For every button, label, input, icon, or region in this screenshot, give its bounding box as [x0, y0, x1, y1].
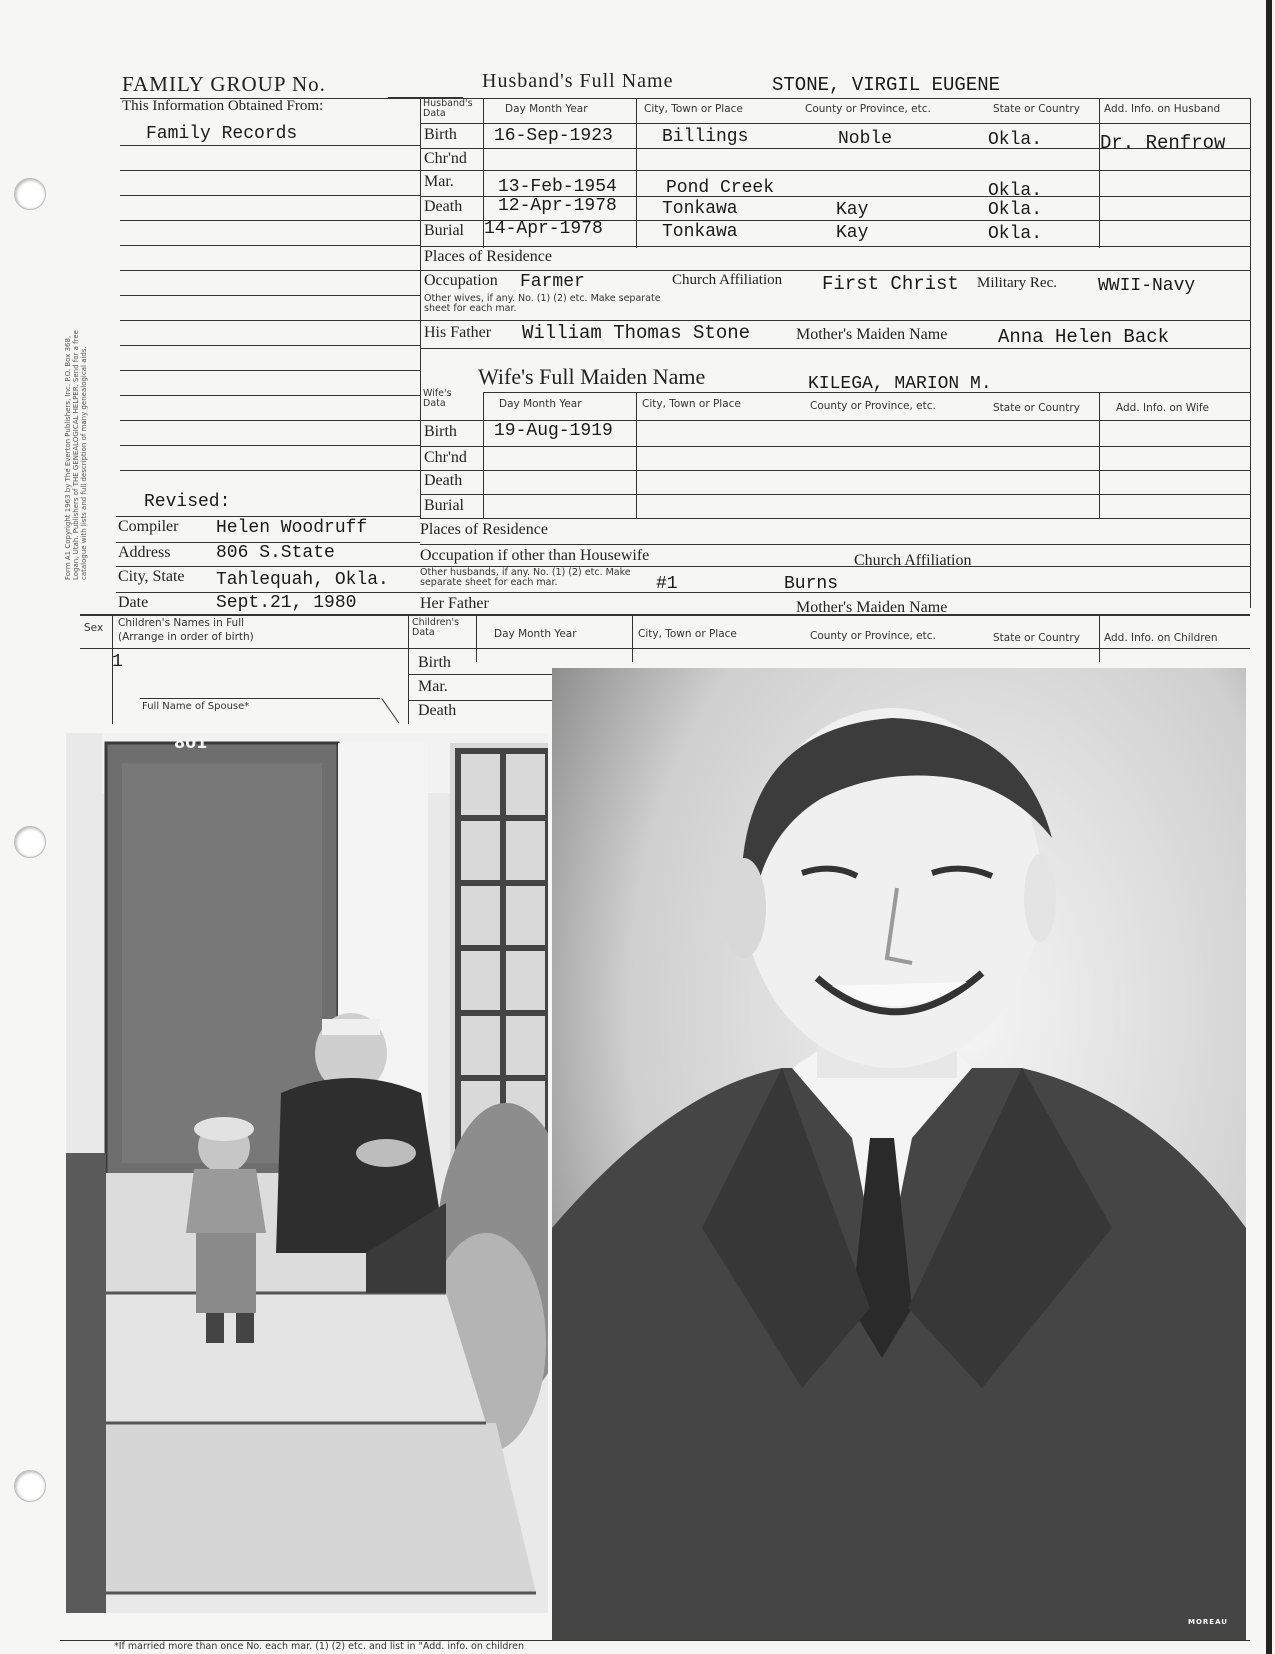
punch-hole-top: [14, 178, 46, 210]
form-title: FAMILY GROUP No.: [122, 72, 326, 96]
husband-occupation-value: Farmer: [520, 272, 585, 292]
husband-col-city: City, Town or Place: [644, 103, 743, 115]
children-col-city: City, Town or Place: [638, 628, 737, 640]
wife-other-husbands-note: Other husbands, if any. No. (1) (2) etc. Make separate sheet for each mar.: [420, 567, 631, 588]
photo-sailor-with-child: [66, 733, 548, 1613]
wife-col-county: County or Province, etc.: [810, 400, 936, 412]
spouse-diagonal: [381, 698, 399, 723]
wife-father-label: Her Father: [420, 595, 489, 612]
husband-father-value: William Thomas Stone: [522, 322, 751, 344]
husband-mother-label: Mother's Maiden Name: [796, 326, 948, 343]
punch-hole-middle: [14, 826, 46, 858]
children-names-sub: (Arrange in order of birth): [118, 631, 254, 643]
wife-col-state: State or Country: [993, 402, 1080, 414]
wife-name-value: KILEGA, MARION M.: [808, 374, 992, 394]
compiler-value: Helen Woodruff: [216, 518, 368, 538]
obtained-from-label: This Information Obtained From:: [122, 98, 324, 114]
revised-label: Revised:: [144, 492, 231, 512]
copyright-note: Form A1 Copyright 1963 by The Everton Publishers, Inc. P.O. Box 368, Logan, Utah. Publishers of THE GENEALOGICAL HELPER. Send for a free catalogue with lists and full description of many genealogical aids.: [64, 330, 88, 580]
husband-name-label: Husband's Full Name: [482, 70, 674, 92]
husband-mother-value: Anna Helen Back: [998, 326, 1170, 348]
children-names-label: Children's Names in Full: [118, 617, 245, 629]
city-state-value: Tahlequah, Okla.: [216, 570, 389, 590]
wife-church-label: Church Affiliation: [854, 552, 972, 569]
husband-residence-label: Places of Residence: [424, 248, 552, 265]
photo-portrait: [552, 668, 1246, 1640]
obtained-from-value: Family Records: [146, 124, 298, 144]
husband-col-state: State or Country: [993, 103, 1080, 115]
wife-data-label: Wife's Data: [423, 388, 452, 409]
date-value: Sept.21, 1980: [216, 593, 357, 613]
children-data-label: Children's Data: [412, 617, 460, 638]
wife-col-city: City, Town or Place: [642, 398, 741, 410]
children-col-info: Add. Info. on Children: [1104, 632, 1218, 644]
wife-other-husbands-value: #1: [656, 574, 678, 594]
husband-military-label: Military Rec.: [977, 275, 1057, 291]
wife-other-husbands-name: Burns: [784, 574, 839, 594]
wife-occupation-label: Occupation if other than Housewife: [420, 547, 650, 564]
wife-name-label: Wife's Full Maiden Name: [478, 364, 706, 389]
wife-mother-label: Mother's Maiden Name: [796, 599, 948, 616]
city-state-label: City, State: [118, 568, 185, 585]
wife-col-info: Add. Info. on Wife: [1116, 402, 1210, 414]
husband-church-value: First Christ: [822, 273, 959, 295]
husband-father-label: His Father: [424, 324, 492, 341]
photographer-stamp: MOREAU: [1188, 1618, 1228, 1626]
children-col-state: State or Country: [993, 632, 1080, 644]
husband-col-info: Add. Info. on Husband: [1104, 103, 1221, 115]
date-label: Date: [118, 594, 149, 611]
husband-col-county: County or Province, etc.: [805, 103, 931, 115]
photo-sailor-with-child-image: [66, 733, 548, 1613]
compiler-label: Compiler: [118, 518, 179, 535]
husband-other-wives-note: Other wives, if any. No. (1) (2) etc. Make separate sheet for each mar.: [424, 293, 661, 314]
husband-occupation-label: Occupation: [424, 272, 498, 289]
children-col-date: Day Month Year: [494, 628, 577, 640]
husband-name-value: STONE, VIRGIL EUGENE: [772, 74, 1001, 96]
children-col-county: County or Province, etc.: [810, 630, 936, 642]
husband-military-value: WWII-Navy: [1098, 276, 1196, 296]
wife-col-date: Day Month Year: [499, 398, 582, 410]
address-label: Address: [118, 544, 171, 561]
photo-portrait-image: [552, 668, 1246, 1640]
husband-col-date: Day Month Year: [505, 103, 588, 115]
address-value: 806 S.State: [216, 543, 335, 563]
page-edge: [1266, 0, 1272, 1654]
child-1-number: 1: [112, 652, 123, 672]
husband-church-label: Church Affiliation: [672, 272, 783, 288]
punch-hole-bottom: [14, 1470, 46, 1502]
spouse-label: Full Name of Spouse*: [142, 701, 250, 712]
child-birth-label: Birth: [418, 654, 451, 671]
wife-residence-label: Places of Residence: [420, 521, 548, 538]
children-sex-label: Sex: [84, 622, 104, 634]
child-death-label: Death: [418, 702, 457, 719]
footnote: *If married more than once No. each mar. (1) (2) etc. and list in "Add. info. on children: [114, 1641, 524, 1652]
photo-house-number: 801: [174, 733, 208, 752]
child-marriage-label: Mar.: [418, 678, 448, 695]
husband-data-label: Husband's Data: [423, 98, 473, 119]
